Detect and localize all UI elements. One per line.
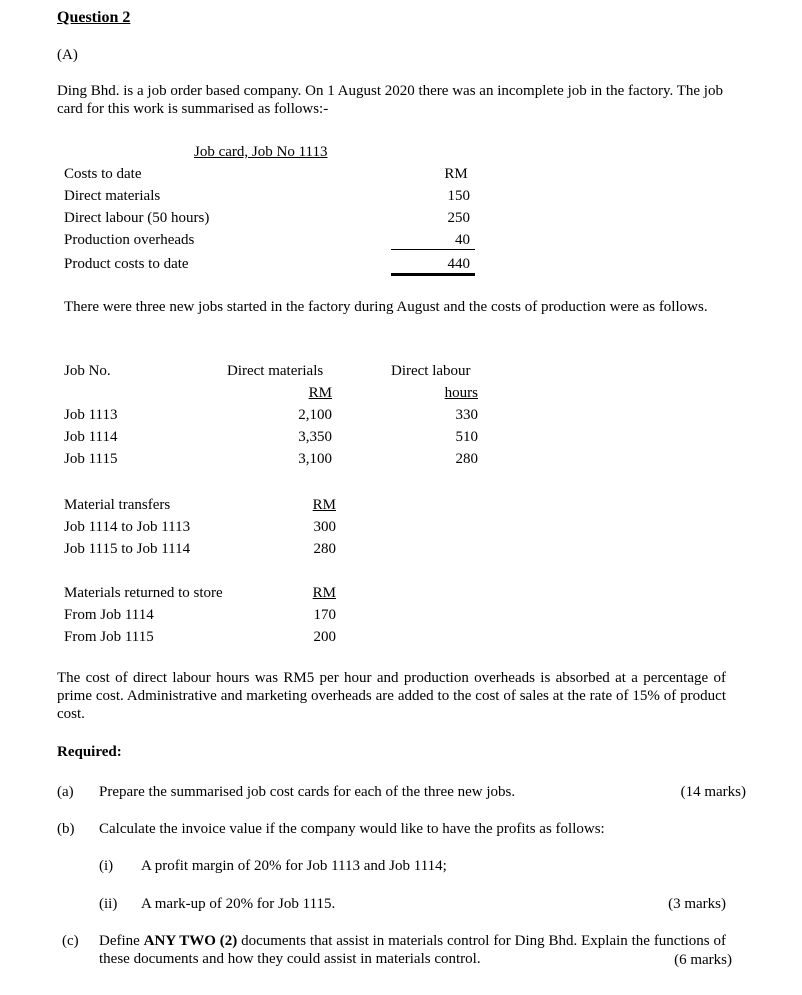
new-jobs-paragraph: There were three new jobs started in the factory during August and the costs of production were as follows. xyxy=(64,299,708,315)
transfers-row-value: 300 xyxy=(313,519,336,535)
jobs-header-materials: Direct materials xyxy=(227,363,324,379)
question-b-i-text: A profit margin of 20% for Job 1113 and Job 1114; xyxy=(141,858,447,874)
job-card-row-label: Direct materials xyxy=(64,188,161,204)
question-a-text: Prepare the summarised job cost cards for each of the three new jobs. xyxy=(99,784,516,800)
question-b-text: Calculate the invoice value if the company would like to have the profits as follows: xyxy=(99,821,605,837)
subtotal-rule xyxy=(391,249,475,250)
job-card-row-value: 440 xyxy=(447,256,470,272)
returned-row-value: 200 xyxy=(313,629,336,645)
jobs-row-labour: 510 xyxy=(455,429,478,445)
returned-row-value: 170 xyxy=(313,607,336,623)
job-card-row-value: 40 xyxy=(455,232,470,248)
question-b-ii-marks: (3 marks) xyxy=(668,896,726,912)
returned-heading: Materials returned to store xyxy=(64,585,223,601)
question-c-marks: (6 marks) xyxy=(620,951,732,969)
question-a-label: (a) xyxy=(57,784,74,800)
required-label: Required: xyxy=(57,744,122,760)
job-card-row-label: Production overheads xyxy=(64,232,195,248)
jobs-unit-labour: hours xyxy=(444,385,478,401)
question-c-text-after: documents that assist in materials control for Ding Bhd. Explain the functions of these documents and how they could assist in materials control. xyxy=(99,933,726,967)
question-b-label: (b) xyxy=(57,821,75,837)
question-title: Question 2 xyxy=(57,9,131,26)
part-a-label: (A) xyxy=(57,47,78,63)
question-c-bold: ANY TWO (2) xyxy=(143,933,238,949)
jobs-unit-materials: RM xyxy=(308,385,332,401)
jobs-row-materials: 3,100 xyxy=(298,451,332,467)
transfers-row-label: Job 1114 to Job 1113 xyxy=(64,519,191,535)
job-card-row-value: 250 xyxy=(447,210,470,226)
cost-note-paragraph: The cost of direct labour hours was RM5 per hour and production overheads is absorbed at a percentage of prime cost. Administrative and marketing overheads are added to the cost of sales at the rate of 15% of product cost. xyxy=(57,670,726,722)
job-card-row-label: Product costs to date xyxy=(64,256,189,272)
transfers-row-value: 280 xyxy=(313,541,336,557)
jobs-row-materials: 2,100 xyxy=(298,407,332,423)
jobs-header-labour: Direct labour xyxy=(391,363,471,379)
jobs-header-job: Job No. xyxy=(64,363,111,379)
transfers-unit: RM xyxy=(312,497,336,513)
returned-unit: RM xyxy=(312,585,336,601)
job-card-row-label: Costs to date xyxy=(64,166,142,182)
job-card-currency: RM xyxy=(444,166,468,182)
job-card-row-label: Direct labour (50 hours) xyxy=(64,210,210,226)
jobs-row-job: Job 1113 xyxy=(64,407,118,423)
total-rule xyxy=(391,273,475,276)
question-c-label: (c) xyxy=(62,933,79,949)
returned-row-label: From Job 1115 xyxy=(64,629,154,645)
question-b-ii-text: A mark-up of 20% for Job 1115. xyxy=(141,896,336,912)
jobs-row-job: Job 1114 xyxy=(64,429,118,445)
question-c-text-before: Define xyxy=(99,933,144,949)
question-b-ii-label: (ii) xyxy=(99,896,118,912)
intro-paragraph: Ding Bhd. is a job order based company. On 1 August 2020 there was an incomplete job in the factory. The job card for this work is summarised as follows:- xyxy=(57,83,723,117)
jobs-row-materials: 3,350 xyxy=(298,429,332,445)
job-card-row-value: 150 xyxy=(447,188,470,204)
transfers-row-label: Job 1115 to Job 1114 xyxy=(64,541,191,557)
jobs-row-labour: 280 xyxy=(455,451,478,467)
returned-row-label: From Job 1114 xyxy=(64,607,154,623)
job-card-title: Job card, Job No 1113 xyxy=(194,144,328,160)
jobs-row-labour: 330 xyxy=(455,407,478,423)
transfers-heading: Material transfers xyxy=(64,497,171,513)
question-b-i-label: (i) xyxy=(99,858,114,874)
question-a-marks: (14 marks) xyxy=(680,784,746,800)
jobs-row-job: Job 1115 xyxy=(64,451,118,467)
